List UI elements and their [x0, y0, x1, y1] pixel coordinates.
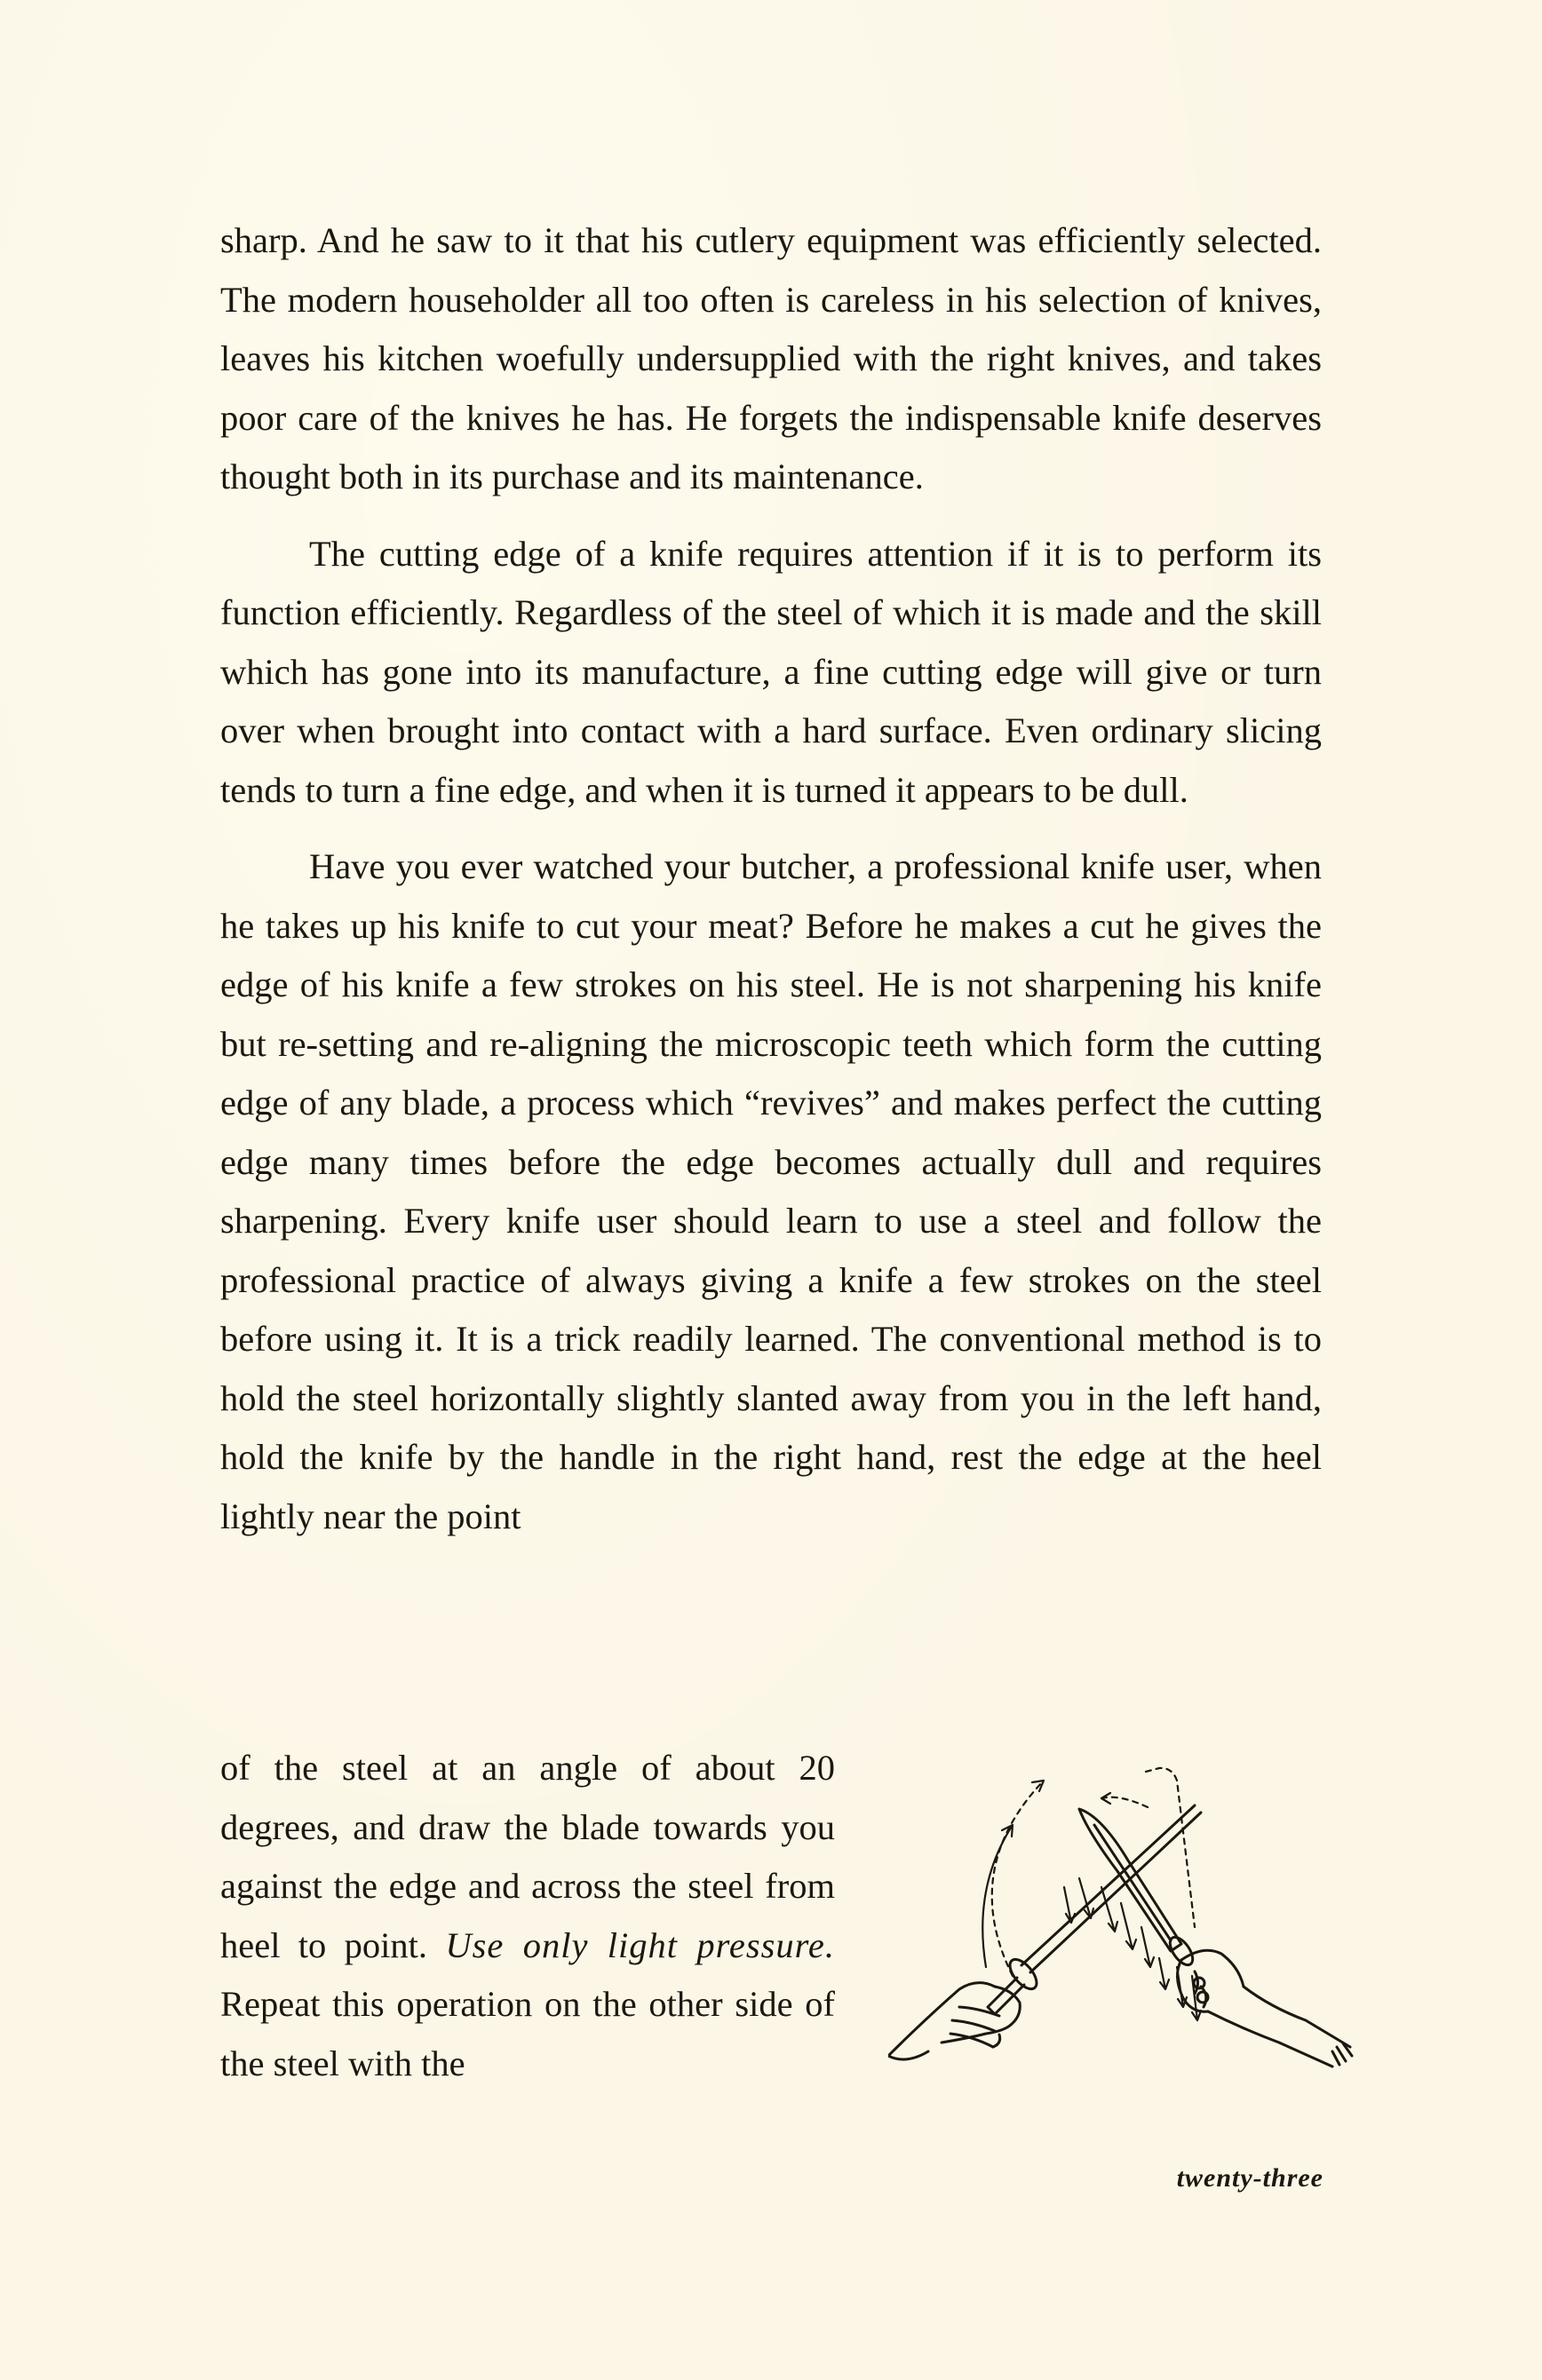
wrapped-text [220, 1739, 835, 2093]
wrapped-text-end: Repeat this operation on the other side of the steel with the [220, 1984, 835, 2083]
paragraph-2: The cutting edge of a knife requires attention if it is to perform its function efficiently. Regardless of the steel of which it is made and the skill which has gone into its manufacture, a fine cutting edge will give or turn over when brought into contact with a hard surface. Even ordinary slicing tends to turn a fine edge, and when it is turned it appears to be dull. [220, 533, 1322, 810]
page-number: twenty-three [1176, 2163, 1323, 2193]
wrapped-text-start: of the steel at an angle of about 20 degrees, and draw the blade towards you against the edge and across the steel from heel to point. [220, 1748, 835, 1965]
emphasis-text: Use only light pressure. [445, 1924, 835, 1965]
wrapped-paragraph-continuation [220, 1739, 835, 2093]
paragraph-3: Have you ever watched your butcher, a professional knife user, when he takes up his knife to cut your meat? Before he makes a cut he gives the edge of his knife a few strokes on his steel. He is not sharpening his knife but re-setting and re-aligning the microscopic teeth which form the cutting edge of any blade, a process which “revives” and makes perfect the cutting edge many times before the edge becomes actually dull and requires sharpening. Every knife user should learn to use a steel and follow the professional practice of always giving a knife a few strokes on the steel before using it. It is a trick readily learned. The conventional method is to hold the steel horizontally slightly slanted away from you in the left hand, hold the knife by the handle in the right hand, rest the edge at the heel lightly near the point [220, 846, 1322, 1536]
paragraph-1: sharp. And he saw to it that his cutlery equipment was efficiently selected. The modern householder all too often is careless in his selection of knives, leaves his kitchen woefully undersupplied with the right knives, and takes poor care of the knives he has. He forgets the indispensable knife deserves thought both in its purchase and its maintenance. [220, 220, 1322, 496]
knife-steel-illustration [888, 1754, 1368, 2091]
right-hand-icon [1177, 1950, 1352, 2067]
body-text [220, 211, 1322, 1564]
motion-arrows [982, 1768, 1201, 2020]
